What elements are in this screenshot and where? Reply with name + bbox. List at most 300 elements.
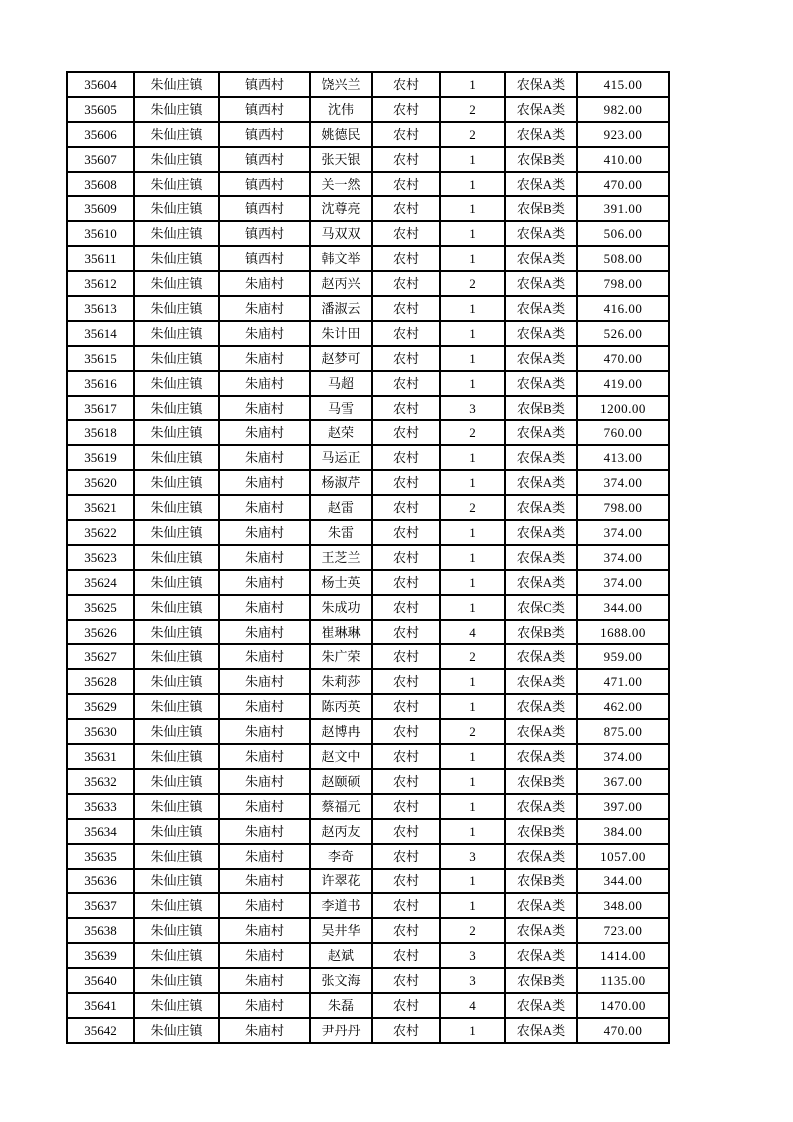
table-row: [67, 719, 669, 744]
cell-amount: 506.00: [577, 221, 669, 246]
cell-town: 朱仙庄镇: [134, 620, 219, 645]
cell-count: 2: [440, 495, 505, 520]
cell-household: 农村: [372, 172, 440, 197]
cell-household: 农村: [372, 147, 440, 172]
cell-person: 赵荣: [310, 420, 372, 445]
cell-serial: 35629: [67, 694, 134, 719]
table-row: [67, 495, 669, 520]
cell-class: 农保B类: [505, 196, 577, 221]
cell-village: 朱庙村: [219, 595, 310, 620]
cell-count: 4: [440, 993, 505, 1018]
cell-household: 农村: [372, 993, 440, 1018]
cell-town: 朱仙庄镇: [134, 769, 219, 794]
cell-person: 饶兴兰: [310, 72, 372, 97]
cell-town: 朱仙庄镇: [134, 420, 219, 445]
cell-village: 镇西村: [219, 122, 310, 147]
cell-household: 农村: [372, 620, 440, 645]
cell-town: 朱仙庄镇: [134, 520, 219, 545]
cell-household: 农村: [372, 321, 440, 346]
cell-serial: 35616: [67, 371, 134, 396]
cell-count: 2: [440, 122, 505, 147]
cell-count: 1: [440, 744, 505, 769]
cell-class: 农保B类: [505, 869, 577, 894]
cell-person: 朱广荣: [310, 644, 372, 669]
cell-town: 朱仙庄镇: [134, 445, 219, 470]
cell-village: 朱庙村: [219, 346, 310, 371]
table-row: [67, 147, 669, 172]
cell-village: 朱庙村: [219, 968, 310, 993]
cell-count: 1: [440, 794, 505, 819]
cell-village: 朱庙村: [219, 694, 310, 719]
cell-town: 朱仙庄镇: [134, 1018, 219, 1043]
cell-village: 朱庙村: [219, 744, 310, 769]
cell-serial: 35606: [67, 122, 134, 147]
cell-household: 农村: [372, 769, 440, 794]
cell-serial: 35620: [67, 470, 134, 495]
cell-town: 朱仙庄镇: [134, 819, 219, 844]
cell-amount: 391.00: [577, 196, 669, 221]
cell-serial: 35631: [67, 744, 134, 769]
table-row: [67, 595, 669, 620]
cell-serial: 35623: [67, 545, 134, 570]
cell-town: 朱仙庄镇: [134, 719, 219, 744]
cell-town: 朱仙庄镇: [134, 470, 219, 495]
cell-town: 朱仙庄镇: [134, 893, 219, 918]
cell-town: 朱仙庄镇: [134, 346, 219, 371]
cell-amount: 374.00: [577, 545, 669, 570]
cell-count: 2: [440, 918, 505, 943]
table-row: [67, 321, 669, 346]
cell-town: 朱仙庄镇: [134, 147, 219, 172]
cell-count: 3: [440, 396, 505, 421]
cell-class: 农保A类: [505, 321, 577, 346]
cell-amount: 374.00: [577, 470, 669, 495]
cell-class: 农保A类: [505, 72, 577, 97]
cell-class: 农保A类: [505, 172, 577, 197]
cell-amount: 470.00: [577, 346, 669, 371]
cell-household: 农村: [372, 296, 440, 321]
cell-serial: 35609: [67, 196, 134, 221]
cell-village: 朱庙村: [219, 520, 310, 545]
table-row: [67, 246, 669, 271]
cell-person: 赵梦可: [310, 346, 372, 371]
cell-town: 朱仙庄镇: [134, 495, 219, 520]
cell-amount: 723.00: [577, 918, 669, 943]
cell-household: 农村: [372, 943, 440, 968]
cell-class: 农保A类: [505, 893, 577, 918]
cell-serial: 35619: [67, 445, 134, 470]
cell-serial: 35625: [67, 595, 134, 620]
table-row: [67, 196, 669, 221]
cell-class: 农保A类: [505, 918, 577, 943]
cell-amount: 798.00: [577, 271, 669, 296]
cell-class: 农保A类: [505, 445, 577, 470]
cell-town: 朱仙庄镇: [134, 918, 219, 943]
cell-household: 农村: [372, 570, 440, 595]
cell-household: 农村: [372, 744, 440, 769]
table-row: [67, 122, 669, 147]
cell-village: 朱庙村: [219, 644, 310, 669]
cell-person: 马超: [310, 371, 372, 396]
cell-amount: 798.00: [577, 495, 669, 520]
cell-count: 1: [440, 470, 505, 495]
cell-village: 朱庙村: [219, 869, 310, 894]
cell-class: 农保A类: [505, 744, 577, 769]
cell-serial: 35632: [67, 769, 134, 794]
cell-household: 农村: [372, 694, 440, 719]
cell-village: 朱庙村: [219, 620, 310, 645]
cell-village: 朱庙村: [219, 271, 310, 296]
cell-village: 朱庙村: [219, 570, 310, 595]
cell-household: 农村: [372, 371, 440, 396]
cell-household: 农村: [372, 196, 440, 221]
cell-household: 农村: [372, 97, 440, 122]
cell-class: 农保A类: [505, 495, 577, 520]
table-row: [67, 844, 669, 869]
cell-class: 农保A类: [505, 470, 577, 495]
table-row: [67, 869, 669, 894]
cell-town: 朱仙庄镇: [134, 993, 219, 1018]
table-row: [67, 221, 669, 246]
cell-amount: 374.00: [577, 570, 669, 595]
cell-person: 沈伟: [310, 97, 372, 122]
cell-person: 朱计田: [310, 321, 372, 346]
cell-person: 赵颐硕: [310, 769, 372, 794]
cell-serial: 35607: [67, 147, 134, 172]
cell-class: 农保A类: [505, 545, 577, 570]
cell-amount: 348.00: [577, 893, 669, 918]
cell-town: 朱仙庄镇: [134, 246, 219, 271]
cell-class: 农保A类: [505, 669, 577, 694]
table-row: [67, 669, 669, 694]
cell-person: 赵丙兴: [310, 271, 372, 296]
cell-class: 农保A类: [505, 296, 577, 321]
cell-serial: 35611: [67, 246, 134, 271]
cell-village: 镇西村: [219, 221, 310, 246]
cell-class: 农保A类: [505, 520, 577, 545]
cell-count: 1: [440, 346, 505, 371]
cell-serial: 35633: [67, 794, 134, 819]
cell-household: 农村: [372, 72, 440, 97]
cell-household: 农村: [372, 669, 440, 694]
cell-count: 1: [440, 221, 505, 246]
table-row: [67, 993, 669, 1018]
cell-amount: 344.00: [577, 595, 669, 620]
cell-person: 张文海: [310, 968, 372, 993]
cell-household: 农村: [372, 644, 440, 669]
cell-household: 农村: [372, 495, 440, 520]
cell-village: 朱庙村: [219, 445, 310, 470]
cell-amount: 526.00: [577, 321, 669, 346]
cell-serial: 35608: [67, 172, 134, 197]
cell-amount: 1414.00: [577, 943, 669, 968]
cell-person: 沈尊亮: [310, 196, 372, 221]
cell-serial: 35634: [67, 819, 134, 844]
cell-person: 马运正: [310, 445, 372, 470]
cell-person: 马双双: [310, 221, 372, 246]
cell-person: 关一然: [310, 172, 372, 197]
cell-amount: 374.00: [577, 520, 669, 545]
cell-household: 农村: [372, 794, 440, 819]
cell-town: 朱仙庄镇: [134, 97, 219, 122]
cell-amount: 959.00: [577, 644, 669, 669]
table-body: [67, 72, 669, 1043]
cell-village: 朱庙村: [219, 396, 310, 421]
cell-amount: 1135.00: [577, 968, 669, 993]
table-row: [67, 644, 669, 669]
cell-class: 农保C类: [505, 595, 577, 620]
table-row: [67, 470, 669, 495]
cell-person: 赵博冉: [310, 719, 372, 744]
table-row: [67, 346, 669, 371]
cell-amount: 384.00: [577, 819, 669, 844]
cell-household: 农村: [372, 221, 440, 246]
cell-count: 4: [440, 620, 505, 645]
cell-serial: 35617: [67, 396, 134, 421]
cell-amount: 760.00: [577, 420, 669, 445]
cell-town: 朱仙庄镇: [134, 296, 219, 321]
cell-amount: 508.00: [577, 246, 669, 271]
cell-count: 1: [440, 819, 505, 844]
cell-count: 2: [440, 271, 505, 296]
cell-class: 农保A类: [505, 371, 577, 396]
cell-class: 农保A类: [505, 844, 577, 869]
table-row: [67, 918, 669, 943]
cell-village: 朱庙村: [219, 495, 310, 520]
cell-class: 农保B类: [505, 147, 577, 172]
cell-class: 农保A类: [505, 221, 577, 246]
cell-amount: 982.00: [577, 97, 669, 122]
cell-town: 朱仙庄镇: [134, 869, 219, 894]
cell-class: 农保A类: [505, 122, 577, 147]
cell-count: 1: [440, 545, 505, 570]
cell-village: 镇西村: [219, 246, 310, 271]
cell-household: 农村: [372, 420, 440, 445]
cell-class: 农保B类: [505, 620, 577, 645]
cell-amount: 1200.00: [577, 396, 669, 421]
cell-serial: 35642: [67, 1018, 134, 1043]
table-row: [67, 769, 669, 794]
cell-person: 赵斌: [310, 943, 372, 968]
cell-person: 赵丙友: [310, 819, 372, 844]
cell-count: 3: [440, 968, 505, 993]
cell-person: 赵雷: [310, 495, 372, 520]
cell-village: 朱庙村: [219, 844, 310, 869]
cell-household: 农村: [372, 122, 440, 147]
cell-person: 张天银: [310, 147, 372, 172]
cell-class: 农保A类: [505, 943, 577, 968]
cell-town: 朱仙庄镇: [134, 122, 219, 147]
cell-town: 朱仙庄镇: [134, 196, 219, 221]
cell-count: 2: [440, 97, 505, 122]
table-row: [67, 1018, 669, 1043]
cell-village: 朱庙村: [219, 321, 310, 346]
cell-town: 朱仙庄镇: [134, 545, 219, 570]
cell-class: 农保A类: [505, 570, 577, 595]
cell-class: 农保A类: [505, 97, 577, 122]
cell-count: 1: [440, 669, 505, 694]
cell-village: 镇西村: [219, 97, 310, 122]
cell-count: 1: [440, 445, 505, 470]
table-row: [67, 893, 669, 918]
cell-household: 农村: [372, 819, 440, 844]
cell-village: 镇西村: [219, 72, 310, 97]
cell-village: 朱庙村: [219, 918, 310, 943]
cell-amount: 410.00: [577, 147, 669, 172]
cell-serial: 35630: [67, 719, 134, 744]
cell-class: 农保A类: [505, 993, 577, 1018]
cell-town: 朱仙庄镇: [134, 172, 219, 197]
cell-count: 1: [440, 869, 505, 894]
cell-serial: 35624: [67, 570, 134, 595]
cell-class: 农保A类: [505, 271, 577, 296]
cell-household: 农村: [372, 346, 440, 371]
cell-amount: 1470.00: [577, 993, 669, 1018]
cell-serial: 35605: [67, 97, 134, 122]
cell-village: 朱庙村: [219, 943, 310, 968]
table-row: [67, 271, 669, 296]
cell-count: 1: [440, 595, 505, 620]
cell-person: 尹丹丹: [310, 1018, 372, 1043]
table-row: [67, 520, 669, 545]
cell-serial: 35638: [67, 918, 134, 943]
cell-person: 朱雷: [310, 520, 372, 545]
table-row: [67, 172, 669, 197]
cell-class: 农保A类: [505, 420, 577, 445]
cell-count: 1: [440, 296, 505, 321]
cell-household: 农村: [372, 869, 440, 894]
cell-town: 朱仙庄镇: [134, 396, 219, 421]
cell-town: 朱仙庄镇: [134, 72, 219, 97]
cell-count: 1: [440, 321, 505, 346]
cell-household: 农村: [372, 918, 440, 943]
cell-amount: 413.00: [577, 445, 669, 470]
cell-amount: 1688.00: [577, 620, 669, 645]
cell-serial: 35618: [67, 420, 134, 445]
cell-amount: 1057.00: [577, 844, 669, 869]
cell-count: 1: [440, 147, 505, 172]
table-row: [67, 296, 669, 321]
cell-village: 朱庙村: [219, 296, 310, 321]
cell-count: 1: [440, 196, 505, 221]
cell-household: 农村: [372, 470, 440, 495]
cell-person: 潘淑云: [310, 296, 372, 321]
cell-person: 韩文举: [310, 246, 372, 271]
cell-count: 1: [440, 520, 505, 545]
cell-serial: 35635: [67, 844, 134, 869]
cell-person: 陈丙英: [310, 694, 372, 719]
cell-amount: 397.00: [577, 794, 669, 819]
table-row: [67, 694, 669, 719]
cell-household: 农村: [372, 595, 440, 620]
cell-serial: 35627: [67, 644, 134, 669]
cell-town: 朱仙庄镇: [134, 744, 219, 769]
cell-person: 朱成功: [310, 595, 372, 620]
cell-amount: 344.00: [577, 869, 669, 894]
cell-count: 1: [440, 570, 505, 595]
cell-person: 吴井华: [310, 918, 372, 943]
cell-count: 2: [440, 420, 505, 445]
cell-serial: 35637: [67, 893, 134, 918]
cell-village: 朱庙村: [219, 371, 310, 396]
cell-serial: 35613: [67, 296, 134, 321]
cell-town: 朱仙庄镇: [134, 221, 219, 246]
cell-amount: 374.00: [577, 744, 669, 769]
cell-class: 农保B类: [505, 396, 577, 421]
table-row: [67, 545, 669, 570]
cell-count: 2: [440, 644, 505, 669]
cell-town: 朱仙庄镇: [134, 570, 219, 595]
cell-household: 农村: [372, 968, 440, 993]
cell-serial: 35615: [67, 346, 134, 371]
cell-serial: 35639: [67, 943, 134, 968]
cell-person: 朱磊: [310, 993, 372, 1018]
cell-town: 朱仙庄镇: [134, 321, 219, 346]
cell-town: 朱仙庄镇: [134, 943, 219, 968]
cell-count: 3: [440, 943, 505, 968]
table-row: [67, 371, 669, 396]
cell-village: 镇西村: [219, 147, 310, 172]
cell-person: 马雪: [310, 396, 372, 421]
cell-count: 1: [440, 769, 505, 794]
cell-serial: 35604: [67, 72, 134, 97]
cell-person: 许翠花: [310, 869, 372, 894]
cell-amount: 471.00: [577, 669, 669, 694]
cell-count: 3: [440, 844, 505, 869]
table-row: [67, 620, 669, 645]
cell-serial: 35610: [67, 221, 134, 246]
cell-village: 镇西村: [219, 196, 310, 221]
cell-village: 朱庙村: [219, 794, 310, 819]
cell-town: 朱仙庄镇: [134, 271, 219, 296]
table-row: [67, 445, 669, 470]
cell-town: 朱仙庄镇: [134, 644, 219, 669]
cell-serial: 35641: [67, 993, 134, 1018]
cell-person: 崔琳琳: [310, 620, 372, 645]
table-row: [67, 744, 669, 769]
cell-count: 2: [440, 719, 505, 744]
table-row: [67, 396, 669, 421]
cell-amount: 367.00: [577, 769, 669, 794]
cell-class: 农保A类: [505, 246, 577, 271]
cell-amount: 416.00: [577, 296, 669, 321]
cell-household: 农村: [372, 246, 440, 271]
cell-amount: 415.00: [577, 72, 669, 97]
cell-town: 朱仙庄镇: [134, 669, 219, 694]
cell-household: 农村: [372, 545, 440, 570]
cell-household: 农村: [372, 396, 440, 421]
cell-person: 朱莉莎: [310, 669, 372, 694]
cell-household: 农村: [372, 520, 440, 545]
cell-village: 朱庙村: [219, 470, 310, 495]
insurance-roster-table: [66, 71, 670, 1044]
cell-village: 镇西村: [219, 172, 310, 197]
cell-class: 农保B类: [505, 769, 577, 794]
cell-person: 杨士英: [310, 570, 372, 595]
cell-serial: 35612: [67, 271, 134, 296]
cell-class: 农保A类: [505, 694, 577, 719]
table-row: [67, 794, 669, 819]
cell-household: 农村: [372, 719, 440, 744]
cell-serial: 35626: [67, 620, 134, 645]
cell-person: 杨淑芹: [310, 470, 372, 495]
cell-amount: 923.00: [577, 122, 669, 147]
cell-class: 农保A类: [505, 719, 577, 744]
cell-village: 朱庙村: [219, 993, 310, 1018]
cell-serial: 35621: [67, 495, 134, 520]
table-row: [67, 72, 669, 97]
cell-serial: 35636: [67, 869, 134, 894]
